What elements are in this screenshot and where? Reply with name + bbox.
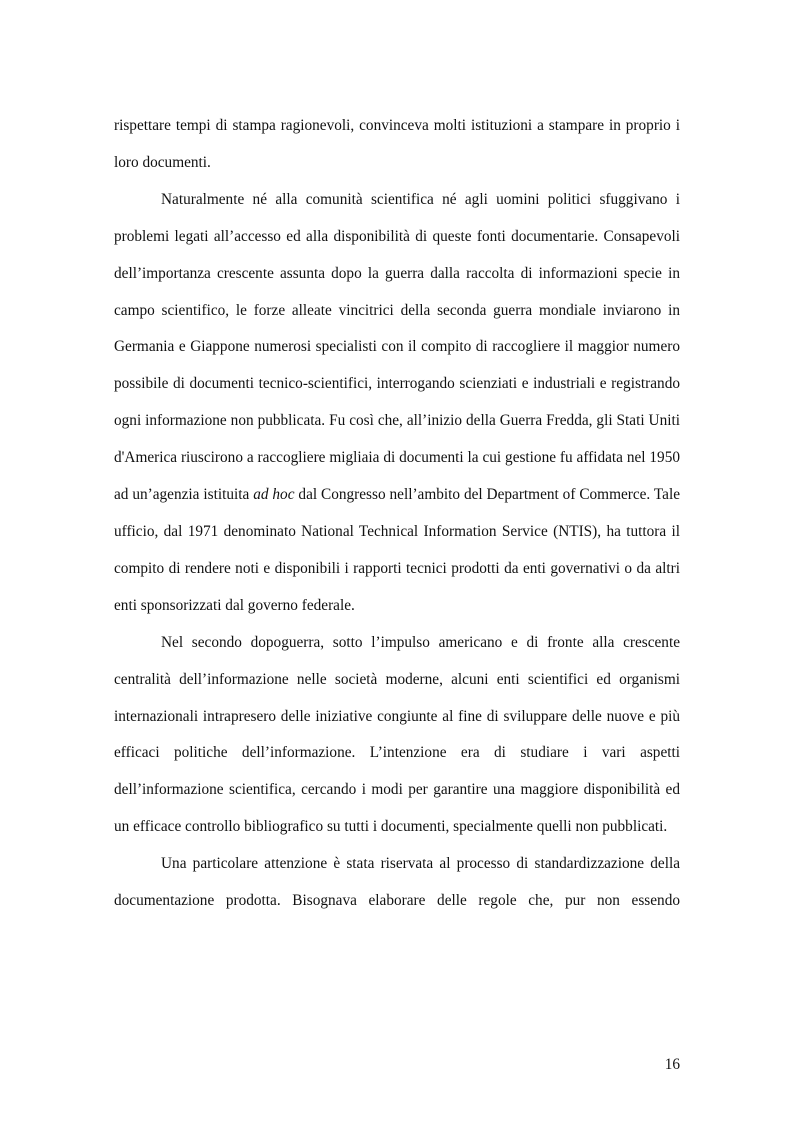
paragraph-4-text: Una particolare attenzione è stata riservata al processo di standardizzazione della documentazione prodotta. Bisognava elaborare delle regole che, pur non essendo (114, 855, 680, 910)
paragraph-2-text-after: dal Congresso nell’ambito del Department of Commerce. Tale ufficio, dal 1971 denominato National Technical Information Service (NTIS), ha tuttora il compito di rendere noti e disponibili i rapporti tecnici prodotti da enti governativi o da altri enti sponsorizzati dal governo federale. (114, 486, 681, 614)
paragraph-3 (114, 625, 680, 846)
italic-ad-hoc: ad hoc (253, 486, 295, 504)
paragraph-2 (114, 182, 680, 625)
body-text (114, 108, 680, 920)
page-number: 16 (664, 1056, 680, 1073)
paragraph-4 (114, 846, 680, 920)
paragraph-2-text: Naturalmente né alla comunità scientifica né agli uomini politici sfuggivano i problemi legati all’accesso ed alla disponibilità di queste fonti documentarie. Consapevoli dell’importanza crescente assunta dopo la guerra dalla raccolta di informazioni specie in campo scientifico, le forze alleate vincitrici della seconda guerra mondiale inviarono in Germania e Giappone numerosi specialisti con il compito di raccogliere il maggior numero possibile di documenti tecnico-scientifici, interrogando scienziati e industriali e registrando ogni informazione non pubblicata. Fu così che, all’inizio della Guerra Fredda, gli Stati Uniti d'America riuscirono a raccogliere migliaia di documenti la cui gestione fu affidata nel 1950 ad un’agenzia istituita (114, 190, 680, 504)
paragraph-3-text: Nel secondo dopoguerra, sotto l’impulso americano e di fronte alla crescente centralità dell’informazione nelle società moderne, alcuni enti scientifici ed organismi internazionali intrapresero delle iniziative congiunte al fine di sviluppare delle nuove e più efficaci politiche dell’informazione. L’intenzione era di studiare i vari aspetti dell’informazione scientifica, cercando i modi per garantire una maggiore disponibilità ed un efficace controllo bibliografico su tutti i documenti, specialmente quelli non pubblicati. (114, 633, 680, 836)
paragraph-1-text: rispettare tempi di stampa ragionevoli, convinceva molti istituzioni a stampare in proprio i loro documenti. (114, 117, 680, 171)
paragraph-1 (114, 108, 680, 182)
